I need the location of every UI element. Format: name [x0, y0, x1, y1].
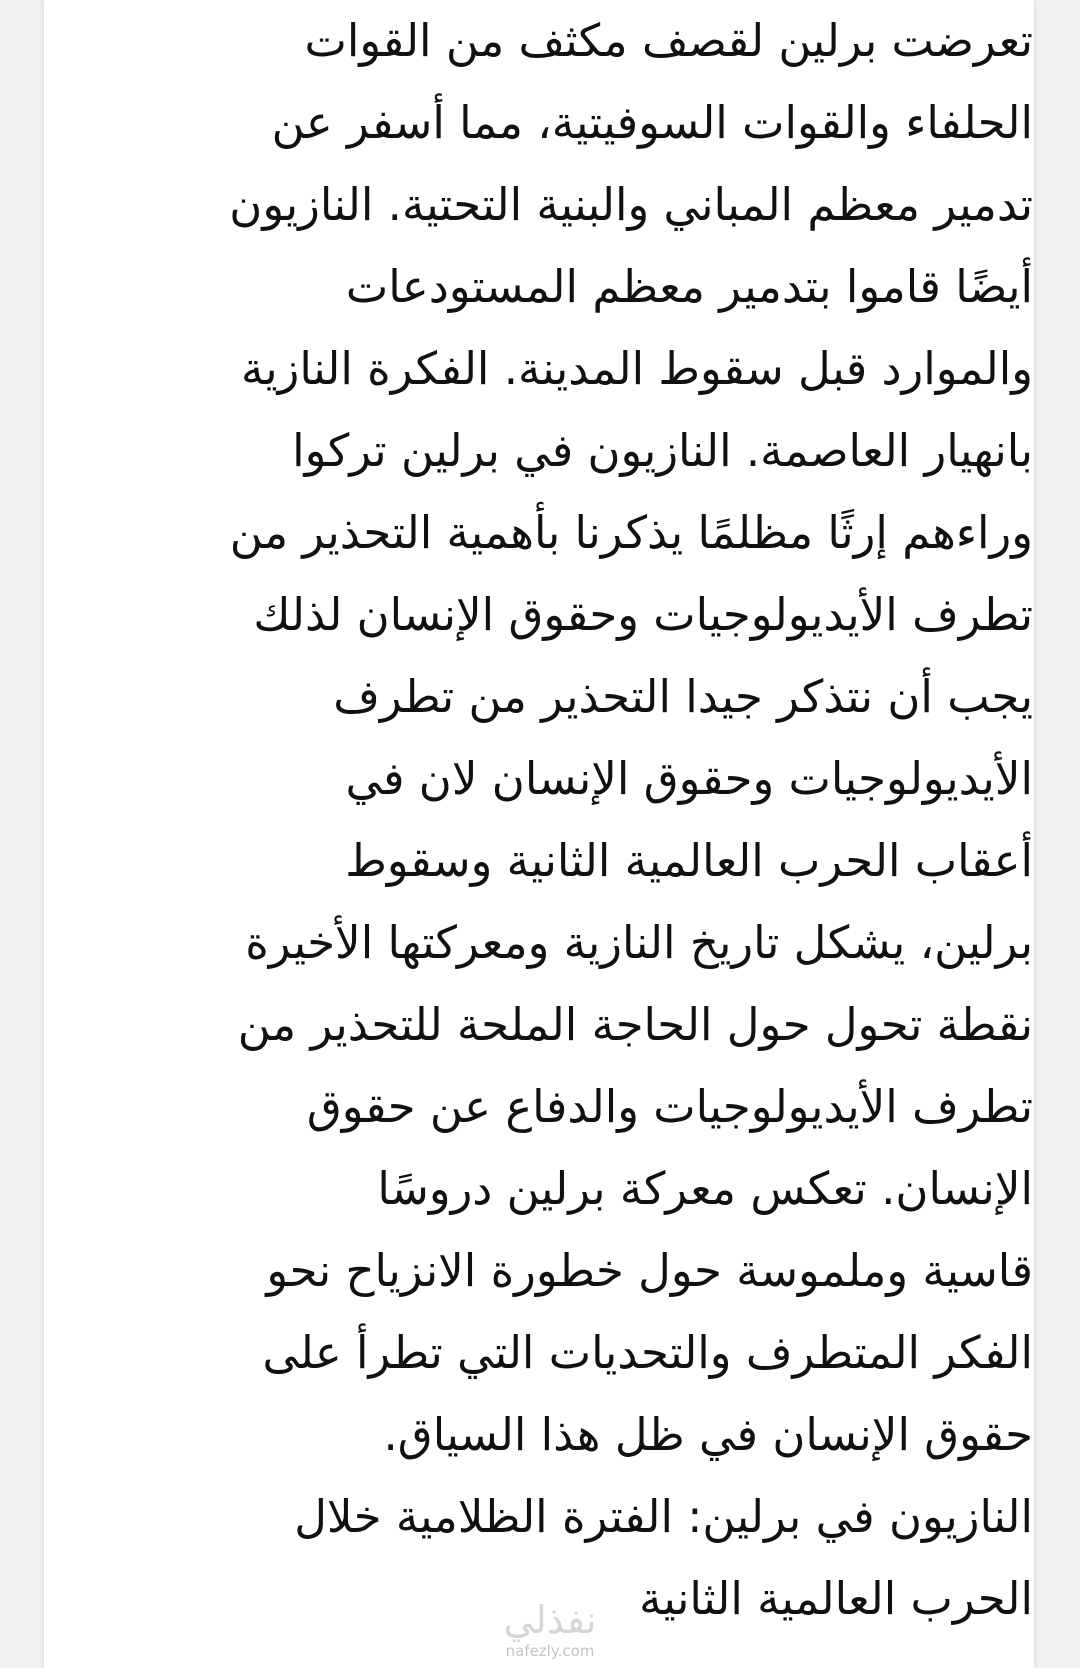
text-line-20: الحرب العالمية الثانية [639, 1572, 1033, 1625]
text-line-5: والموارد قبل سقوط المدينة. الفكرة النازية [240, 342, 1033, 395]
article-body [149, 0, 1033, 1640]
text-line-10: الأيديولوجيات وحقوق الإنسان لان في [345, 752, 1033, 805]
text-line-7: وراءهم إرثًا مظلمًا يذكرنا بأهمية التحذير من [229, 506, 1033, 559]
text-line-15: الإنسان. تعكس معركة برلين دروسًا [377, 1162, 1033, 1215]
text-line-13: نقطة تحول حول الحاجة الملحة للتحذير من [237, 998, 1033, 1051]
page-column [44, 0, 1034, 1668]
text-line-16: قاسية وملموسة حول خطورة الانزياح نحو [266, 1244, 1033, 1297]
text-line-6: بانهيار العاصمة. النازيون في برلين تركوا [292, 424, 1033, 477]
text-line-19: النازيون في برلين: الفترة الظلامية خلال [294, 1490, 1033, 1543]
text-line-9: يجب أن نتذكر جيدا التحذير من تطرف [333, 670, 1033, 723]
text-line-8: تطرف الأيديولوجيات وحقوق الإنسان لذلك [253, 588, 1033, 641]
watermark-logo-text: نفذلي [503, 1598, 597, 1642]
text-line-18: حقوق الإنسان في ظل هذا السياق. [383, 1408, 1033, 1461]
text-line-17: الفكر المتطرف والتحديات التي تطرأ على [262, 1326, 1033, 1379]
text-line-12: برلين، يشكل تاريخ النازية ومعركتها الأخيرة [245, 916, 1033, 969]
text-line-4: أيضًا قاموا بتدمير معظم المستودعات [345, 260, 1033, 313]
text-line-1: تعرضت برلين لقصف مكثف من القوات [304, 14, 1033, 67]
text-line-2: الحلفاء والقوات السوفيتية، مما أسفر عن [271, 96, 1033, 149]
text-line-3: تدمير معظم المباني والبنية التحتية. النازيون [229, 178, 1033, 231]
text-line-14: تطرف الأيديولوجيات والدفاع عن حقوق [306, 1080, 1033, 1133]
watermark-url: nafezly.com [505, 1642, 595, 1660]
text-line-11: أعقاب الحرب العالمية الثانية وسقوط [345, 834, 1033, 887]
